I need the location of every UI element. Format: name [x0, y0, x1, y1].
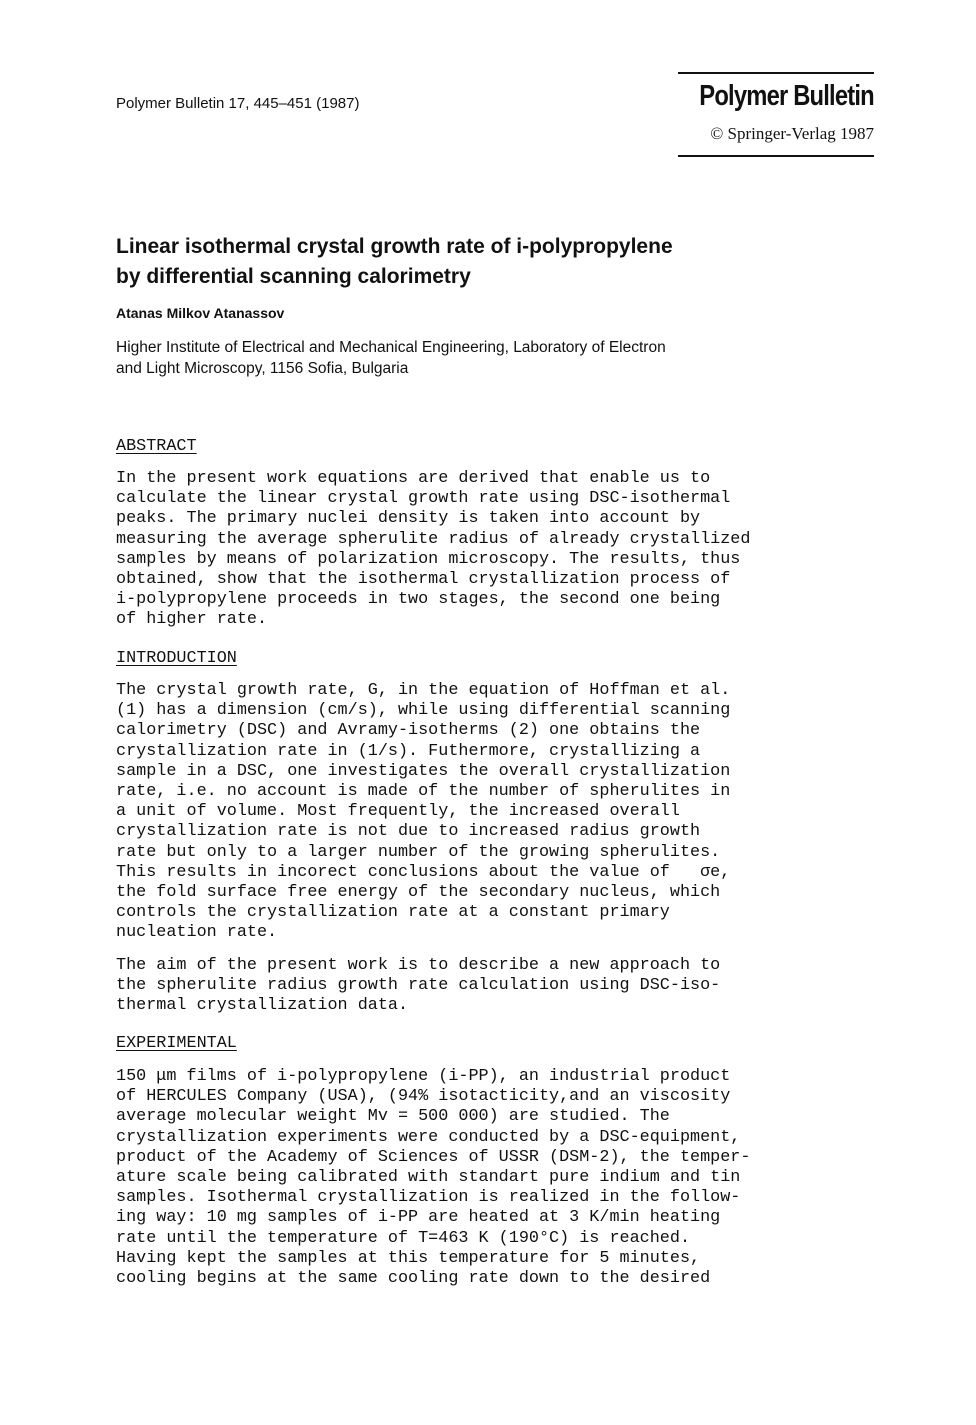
- title-line-1: Linear isothermal crystal growth rate of i-polypropylene: [116, 235, 673, 258]
- header-rule-top: [678, 72, 874, 74]
- affiliation-line-2: and Light Microscopy, 1156 Sofia, Bulgaria: [116, 360, 409, 377]
- abstract-heading: ABSTRACT: [116, 437, 197, 456]
- header-rule-bottom: [678, 155, 874, 157]
- author-name: Atanas Milkov Atanassov: [116, 305, 285, 321]
- experimental-text: 150 μm films of i-polypropylene (i-PP), an industrial product of HERCULES Company (USA), (94% isotacticity,and an viscosity average molecular weight Mv = 500 000) are studied. The crystallization experiments were conducted by a DSC-equipment, product of the Academy of Sciences of USSR (DSM-2), the temper- ature scale being calibrated with standart pure indium and tin samples. Isothermal crystallization is realized in the follow- ing way: 10 mg samples of i-PP are heated at 3 K/min heating rate until the temperature of T=463 K (190°C) is reached. Having kept the samples at this temperature for 5 minutes, cooling begins at the same cooling rate down to the desired: [116, 1067, 751, 1289]
- paper-title: [116, 232, 876, 292]
- introduction-paragraph-2: The aim of the present work is to describe a new approach to the spherulite radius growth rate calculation using DSC-iso- thermal crystallization data.: [116, 956, 721, 1016]
- abstract-text: In the present work equations are derived that enable us to calculate the linear crystal growth rate using DSC-isothermal peaks. The primary nuclei density is taken into account by measuring the average spherulite radius of already crystallized samples by means of polarization microscopy. The results, thus obtained, show that the isothermal crystallization process of i-polypropylene proceeds in two stages, the second one being of higher rate.: [116, 469, 751, 630]
- copyright-notice: © Springer-Verlag 1987: [710, 124, 874, 143]
- introduction-paragraph-1: The crystal growth rate, G, in the equation of Hoffman et al. (1) has a dimension (cm/s), while using differential scanning calorimetry (DSC) and Avramy-isotherms (2) one obtains the crystallization rate in (1/s). Futhermore, crystallizing a sample in a DSC, one investigates the overall crystallization rate, i.e. no account is made of the number of spherulites in a unit of volume. Most frequently, the increased overall crystallization rate is not due to increased radius growth rate but only to a larger number of the growing spherulites. This results in incorect conclusions about the value of σe, the fold surface free energy of the secondary nucleus, which controls the crystallization rate at a constant primary nucleation rate.: [116, 681, 731, 943]
- introduction-heading: INTRODUCTION: [116, 649, 237, 668]
- title-line-2: by differential scanning calorimetry: [116, 265, 471, 288]
- author-affiliation: [116, 337, 816, 379]
- experimental-heading: EXPERIMENTAL: [116, 1034, 237, 1053]
- affiliation-line-1: Higher Institute of Electrical and Mechanical Engineering, Laboratory of Electron: [116, 339, 666, 356]
- journal-logo: Polymer Bulletin: [699, 80, 874, 112]
- journal-citation: Polymer Bulletin 17, 445–451 (1987): [116, 95, 360, 112]
